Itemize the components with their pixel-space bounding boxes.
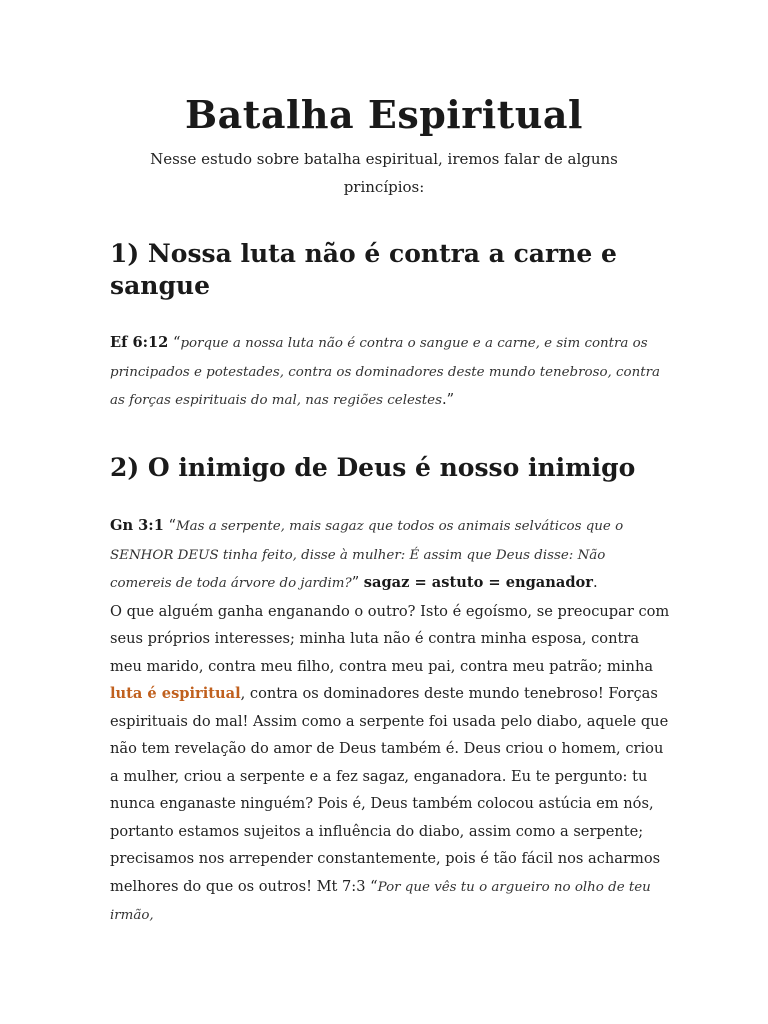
definition-end: . (592, 574, 598, 591)
bible-reference-2: Mt 7:3 (316, 877, 366, 895)
section-2-paragraph (110, 512, 670, 930)
open-quote: “ (163, 517, 176, 534)
close-quote: .” (441, 391, 455, 408)
body-text-part-1: O que alguém ganha enganando o outro? Isto é egoísmo, se preocupar com seus próprios interesses; minha luta não é contra minha esposa, contra meu marido, contra meu filho, contra meu pai, contra meu patrão; minha (110, 602, 670, 675)
section-heading-2: 2) O inimigo de Deus é nosso inimigo (110, 453, 636, 482)
bible-quote-2: Por que vês tu o argueiro no olho de teu irmão, (110, 879, 651, 923)
open-quote: “ (168, 334, 181, 351)
page-title: Batalha Espiritual (185, 92, 583, 137)
bible-quote: Mas a serpente, mais sagaz que todos os animais selváticos que o SENHOR DEUS tinha feito, disse à mulher: É assim que Deus disse: Não comereis de toda árvore do jardim? (110, 519, 624, 591)
subtitle: Nesse estudo sobre batalha espiritual, iremos falar de alguns princípios: (150, 150, 618, 196)
section-1-quote-paragraph (110, 329, 670, 415)
section-heading-1: 1) Nossa luta não é contra a carne e sangue (110, 239, 617, 300)
bible-reference: Ef 6:12 (110, 334, 169, 351)
bible-reference: Gn 3:1 (110, 517, 164, 534)
close-quote: ” (351, 574, 364, 591)
bible-quote: porque a nossa luta não é contra o sangue e a carne, e sim contra os principados e potestades, contra os dominadores deste mundo tenebroso, contra as forças espirituais do mal, nas regiões celestes (110, 336, 660, 408)
open-quote-2: “ (365, 877, 378, 895)
definition: sagaz = astuto = enganador (363, 574, 593, 591)
highlight-text: luta é espiritual (110, 685, 241, 702)
body-text-part-2: , contra os dominadores deste mundo tenebroso! Forças espirituais do mal! Assim como a serpente foi usada pelo diabo, aquele que não tem revelação do amor de Deus também é. Deus criou o homem, criou a mulher, criou a serpente e a fez sagaz, enganadora. Eu te pergunto: tu nunca enganaste ninguém? Pois é, Deus também colocou astúcia em nós, portanto estamos sujeitos a influência do diabo, assim como a serpente; precisamos nos arrepender constantemente, pois é tão fácil nos acharmos melhores do que os outros! (110, 685, 669, 895)
